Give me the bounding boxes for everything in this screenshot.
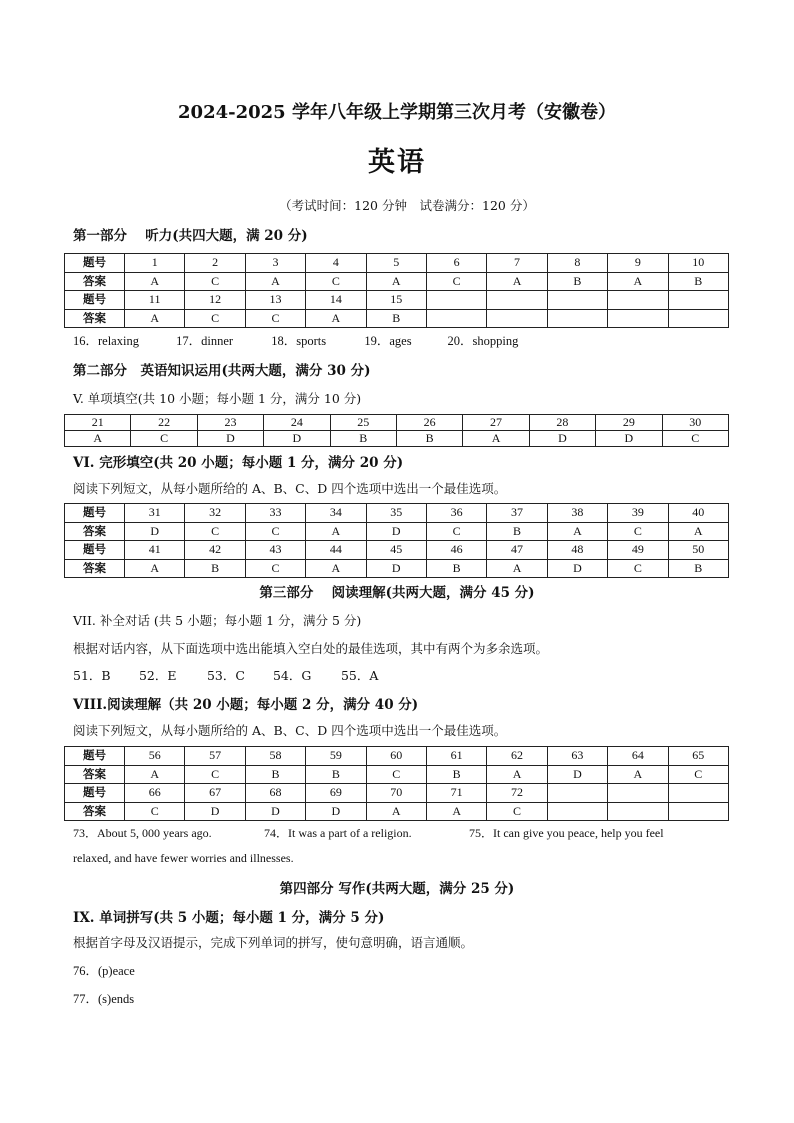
question-number-cell: 11 (125, 291, 185, 310)
answer-cell: B (366, 309, 426, 328)
part1-heading: 第一部分 听力(共四大题，满 20 分) (73, 228, 308, 244)
part2-heading: 第二部分 英语知识运用(共两大题，满分 30 分) (73, 363, 371, 379)
question-number-cell: 7 (487, 254, 547, 273)
question-number-cell: 68 (245, 784, 305, 803)
answer-row (65, 522, 729, 541)
answer-cell: C (125, 802, 185, 821)
answer-label: 答案 (65, 272, 125, 291)
answer-cell: A (125, 309, 185, 328)
section7-heading: VII. 补全对话 (共 5 小题；每小题 1 分，满分 5 分) (73, 613, 362, 628)
answer-73: 73．About 5, 000 years ago. (73, 826, 212, 840)
answer-cell: D (185, 802, 245, 821)
answer-cell: B (185, 559, 245, 578)
answer-19: 19．ages (364, 334, 412, 348)
question-number-label: 题号 (65, 541, 125, 560)
answer-74: 74．It was a part of a religion. (264, 826, 412, 840)
question-number-cell: 15 (366, 291, 426, 310)
answer-52: 52．E (138, 668, 177, 683)
answer-75: 75．It can give you peace, help you feel (469, 826, 664, 840)
answer-cell: C (366, 765, 426, 784)
answer-row (65, 272, 729, 291)
question-number-cell: 2 (185, 254, 245, 273)
answer-cell: A (426, 802, 486, 821)
question-number-cell: 4 (306, 254, 366, 273)
answer-cell: C (426, 522, 486, 541)
section5-answer-table (64, 414, 729, 447)
answer-17: 17．dinner (176, 334, 234, 348)
answer-cell: C (608, 559, 668, 578)
answer-cell: C (487, 802, 547, 821)
question-number-cell: 13 (245, 291, 305, 310)
answer-cell: B (330, 431, 396, 447)
answer-cell: B (396, 431, 462, 447)
answer-cell: A (125, 559, 185, 578)
question-number-cell (668, 784, 728, 803)
part4-heading: 第四部分 写作(共两大题，满分 25 分) (279, 881, 515, 897)
answer-cell: C (245, 559, 305, 578)
answer-18: 18．sports (271, 334, 327, 348)
question-number-cell: 29 (596, 415, 662, 431)
answer-cell: D (245, 802, 305, 821)
question-number-cell: 27 (463, 415, 529, 431)
question-number-cell (608, 784, 668, 803)
answer-cell: A (306, 522, 366, 541)
question-number-cell: 36 (426, 504, 486, 523)
answer-cell: A (487, 765, 547, 784)
section6-answer-table (64, 503, 729, 578)
question-number-cell: 42 (185, 541, 245, 560)
question-number-cell: 71 (426, 784, 486, 803)
question-number-cell: 70 (366, 784, 426, 803)
question-number-cell: 37 (487, 504, 547, 523)
answer-cell: A (668, 522, 728, 541)
section8-instruction: 阅读下列短文，从每小题所给的 A、B、C、D 四个选项中选出一个最佳选项。 (73, 723, 507, 738)
section8-answer-table (64, 746, 729, 821)
answer-53: 53．C (206, 668, 245, 683)
answer-cell: C (185, 522, 245, 541)
question-number-cell: 33 (245, 504, 305, 523)
section9-instruction: 根据首字母及汉语提示，完成下列单词的拼写，使句意明确，语言通顺。 (73, 935, 474, 950)
answer-cell: A (65, 431, 131, 447)
answer-cell: A (125, 765, 185, 784)
question-number-cell: 1 (125, 254, 185, 273)
question-number-cell: 48 (547, 541, 607, 560)
question-number-cell: 3 (245, 254, 305, 273)
question-number-cell: 57 (185, 747, 245, 766)
question-number-cell: 32 (185, 504, 245, 523)
section9-heading: IX. 单词拼写(共 5 小题；每小题 1 分，满分 5 分) (73, 910, 385, 926)
question-number-cell: 63 (547, 747, 607, 766)
answer-20: 20．shopping (447, 334, 519, 348)
answer-cell: B (426, 559, 486, 578)
part3-heading: 第三部分 阅读理解(共两大题，满分 45 分) (259, 585, 535, 601)
answer-cell: C (245, 309, 305, 328)
question-number-cell: 26 (396, 415, 462, 431)
answer-cell: C (306, 272, 366, 291)
question-number-cell: 23 (197, 415, 263, 431)
question-number-cell: 44 (306, 541, 366, 560)
answer-cell: D (529, 431, 595, 447)
question-number-cell: 58 (245, 747, 305, 766)
question-number-cell (668, 291, 728, 310)
question-number-cell: 56 (125, 747, 185, 766)
question-number-cell (547, 784, 607, 803)
answer-cell: D (547, 559, 607, 578)
answer-row (65, 431, 729, 447)
question-number-cell: 31 (125, 504, 185, 523)
open-answers-line-1 (73, 824, 664, 841)
question-number-cell: 40 (668, 504, 728, 523)
answer-cell: A (245, 272, 305, 291)
answer-cell: B (245, 765, 305, 784)
answer-row (65, 765, 729, 784)
answer-cell: D (596, 431, 662, 447)
question-number-cell: 30 (662, 415, 728, 431)
exam-info: （考试时间：120 分钟 试卷满分：120 分） (279, 198, 535, 213)
answer-77: 77．(s)ends (73, 992, 135, 1006)
answer-cell (668, 802, 728, 821)
question-number-cell: 64 (608, 747, 668, 766)
answer-cell: C (608, 522, 668, 541)
answer-label: 答案 (65, 765, 125, 784)
answer-cell: A (306, 559, 366, 578)
question-number-cell: 28 (529, 415, 595, 431)
answer-cell: D (264, 431, 330, 447)
question-number-cell: 60 (366, 747, 426, 766)
question-number-cell: 72 (487, 784, 547, 803)
question-number-cell: 6 (426, 254, 486, 273)
answer-cell: C (426, 272, 486, 291)
dialogue-answers (73, 666, 378, 684)
answer-cell: D (547, 765, 607, 784)
question-number-label: 题号 (65, 504, 125, 523)
answer-55: 55．A (340, 668, 379, 683)
answer-cell: B (668, 272, 728, 291)
section5-heading: V. 单项填空(共 10 小题；每小题 1 分，满分 10 分) (73, 391, 362, 406)
question-number-cell: 59 (306, 747, 366, 766)
question-number-label: 题号 (65, 291, 125, 310)
answer-cell: A (547, 522, 607, 541)
section7-instruction: 根据对话内容，从下面选项中选出能填入空白处的最佳选项，其中有两个为多余选项。 (73, 641, 549, 656)
section8-heading: VIII.阅读理解（共 20 小题；每小题 2 分，满分 40 分) (73, 697, 419, 713)
answer-cell (608, 802, 668, 821)
answer-cell: A (366, 802, 426, 821)
answer-cell: C (185, 272, 245, 291)
question-number-cell: 24 (264, 415, 330, 431)
answer-cell: D (306, 802, 366, 821)
question-number-cell: 22 (131, 415, 197, 431)
answer-cell: D (366, 559, 426, 578)
answer-cell (487, 309, 547, 328)
question-number-cell: 43 (245, 541, 305, 560)
answer-cell: C (185, 765, 245, 784)
answer-51: 51．B (73, 668, 111, 683)
question-number-cell: 69 (306, 784, 366, 803)
question-number-cell: 10 (668, 254, 728, 273)
question-number-row (65, 784, 729, 803)
question-number-row (65, 541, 729, 560)
question-number-cell: 50 (668, 541, 728, 560)
answer-label: 答案 (65, 522, 125, 541)
answer-cell: B (668, 559, 728, 578)
part1-answer-table (64, 253, 729, 328)
question-number-cell (487, 291, 547, 310)
answer-76: 76．(p)eace (73, 964, 135, 978)
answer-cell: A (487, 559, 547, 578)
question-number-row (65, 747, 729, 766)
question-number-cell: 8 (547, 254, 607, 273)
answer-cell (547, 309, 607, 328)
question-number-cell: 12 (185, 291, 245, 310)
question-number-row (65, 415, 729, 431)
question-number-cell: 45 (366, 541, 426, 560)
question-number-cell: 34 (306, 504, 366, 523)
open-answers-line-2: relaxed, and have fewer worries and illnesses. (73, 851, 294, 865)
page-title: 2024-2025 学年八年级上学期第三次月考（安徽卷） (178, 102, 616, 123)
answer-cell: A (463, 431, 529, 447)
question-number-cell: 9 (608, 254, 668, 273)
question-number-cell (426, 291, 486, 310)
listening-fill-answers (73, 331, 518, 349)
answer-cell: C (131, 431, 197, 447)
question-number-label: 题号 (65, 254, 125, 273)
answer-row (65, 559, 729, 578)
answer-cell: B (547, 272, 607, 291)
question-number-row (65, 504, 729, 523)
section6-instruction: 阅读下列短文，从每小题所给的 A、B、C、D 四个选项中选出一个最佳选项。 (73, 481, 507, 496)
question-number-cell: 66 (125, 784, 185, 803)
answer-cell: B (426, 765, 486, 784)
question-number-cell: 21 (65, 415, 131, 431)
question-number-cell: 61 (426, 747, 486, 766)
answer-cell: B (487, 522, 547, 541)
answer-cell: C (662, 431, 728, 447)
answer-cell (547, 802, 607, 821)
answer-cell: C (668, 765, 728, 784)
question-number-cell: 35 (366, 504, 426, 523)
answer-16: 16．relaxing (73, 334, 139, 348)
answer-cell: A (487, 272, 547, 291)
question-number-label: 题号 (65, 784, 125, 803)
question-number-cell: 65 (668, 747, 728, 766)
question-number-row (65, 291, 729, 310)
answer-54: 54．G (272, 668, 312, 683)
answer-cell: A (608, 272, 668, 291)
answer-cell: D (366, 522, 426, 541)
question-number-cell: 46 (426, 541, 486, 560)
question-number-label: 题号 (65, 747, 125, 766)
answer-cell: D (197, 431, 263, 447)
answer-label: 答案 (65, 802, 125, 821)
question-number-cell (608, 291, 668, 310)
answer-row (65, 802, 729, 821)
answer-cell (426, 309, 486, 328)
question-number-cell: 5 (366, 254, 426, 273)
answer-cell: A (125, 272, 185, 291)
question-number-cell: 62 (487, 747, 547, 766)
answer-cell (668, 309, 728, 328)
question-number-cell: 38 (547, 504, 607, 523)
question-number-cell: 47 (487, 541, 547, 560)
question-number-row (65, 254, 729, 273)
question-number-cell: 14 (306, 291, 366, 310)
answer-label: 答案 (65, 559, 125, 578)
question-number-cell: 25 (330, 415, 396, 431)
answer-cell: A (306, 309, 366, 328)
answer-cell: C (245, 522, 305, 541)
answer-cell: C (185, 309, 245, 328)
question-number-cell: 67 (185, 784, 245, 803)
subject-title: 英语 (368, 147, 426, 178)
question-number-cell: 41 (125, 541, 185, 560)
question-number-cell: 39 (608, 504, 668, 523)
answer-cell (608, 309, 668, 328)
answer-label: 答案 (65, 309, 125, 328)
answer-cell: A (608, 765, 668, 784)
question-number-cell: 49 (608, 541, 668, 560)
answer-row (65, 309, 729, 328)
section6-heading: VI. 完形填空(共 20 小题；每小题 1 分，满分 20 分) (73, 455, 404, 471)
question-number-cell (547, 291, 607, 310)
answer-cell: D (125, 522, 185, 541)
answer-cell: A (366, 272, 426, 291)
answer-cell: B (306, 765, 366, 784)
